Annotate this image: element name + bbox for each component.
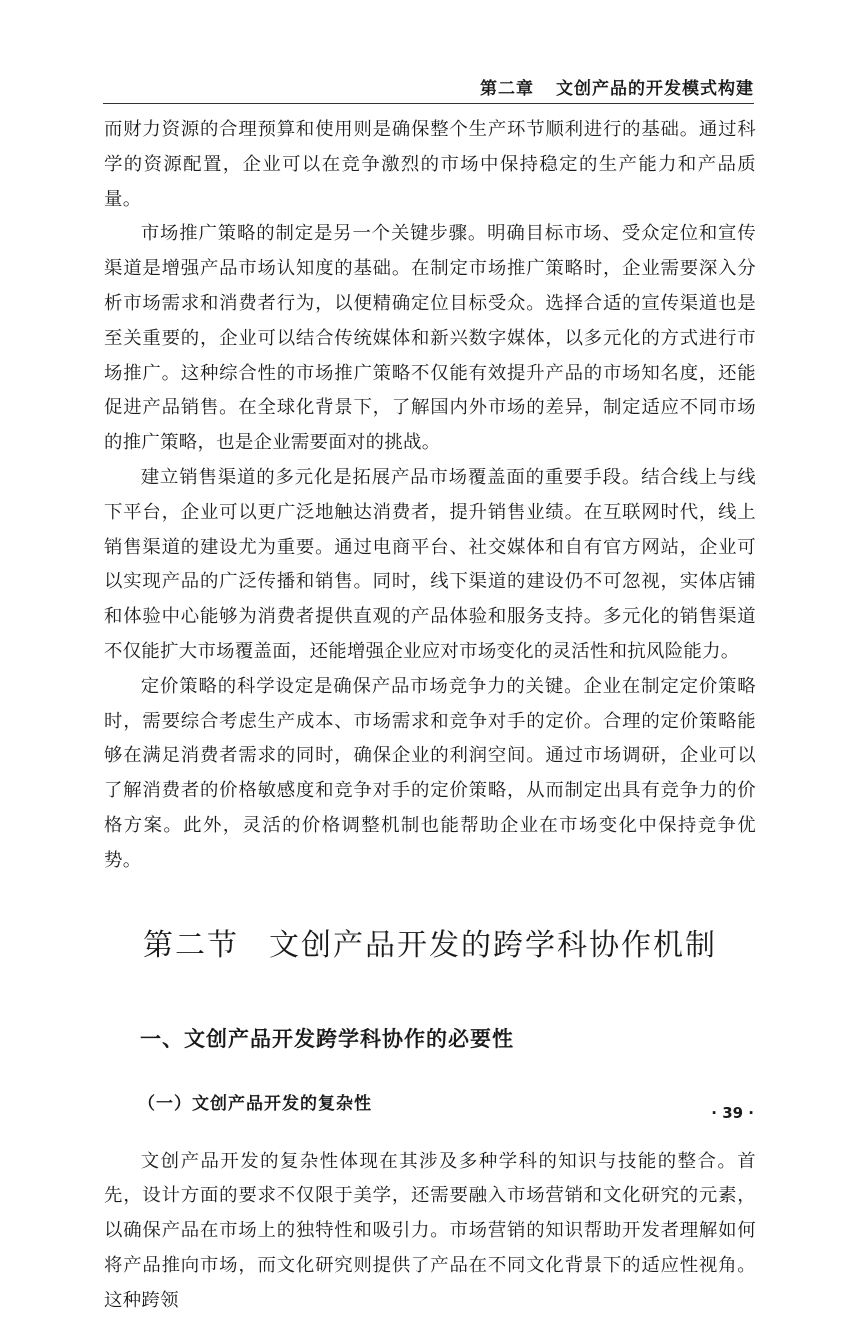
- section-heading: [104, 913, 756, 979]
- chapter-number: 第二章: [480, 79, 534, 99]
- body-paragraph: 而财力资源的合理预算和使用则是确保整个生产环节顺利进行的基础。通过科学的资源配置，企业可以在竞争激烈的市场中保持稳定的生产能力和产品质量。: [104, 119, 756, 210]
- subsection-heading: 一、文创产品开发跨学科协作的必要性: [140, 1026, 514, 1051]
- body-paragraph: 建立销售渠道的多元化是拓展产品市场覆盖面的重要手段。结合线上与线下平台，企业可以更广泛地触达消费者，提升销售业绩。在互联网时代，线上销售渠道的建设尤为重要。通过电商平台、社交媒体和自有官方网站，企业可以实现产品的广泛传播和销售。同时，线下渠道的建设仍不可忽视，实体店铺和体验中心能够为消费者提供直观的产品体验和服务支持。多元化的销售渠道不仅能扩大市场覆盖面，还能增强企业应对市场变化的灵活性和抗风险能力。: [104, 466, 756, 662]
- body-paragraph: 市场推广策略的制定是另一个关键步骤。明确目标市场、受众定位和宣传渠道是增强产品市场认知度的基础。在制定市场推广策略时，企业需要深入分析市场需求和消费者行为，以便精确定位目标受众。选择合适的宣传渠道也是至关重要的，企业可以结合传统媒体和新兴数字媒体，以多元化的方式进行市场推广。这种综合性的市场推广策略不仅能有效提升产品的市场知名度，还能促进产品销售。在全球化背景下，了解国内外市场的差异，制定适应不同市场的推广策略，也是企业需要面对的挑战。: [104, 223, 756, 454]
- header-rule: [103, 103, 754, 104]
- chapter-title: 文创产品的开发模式构建: [556, 79, 754, 99]
- sub-subsection-heading: （一）文创产品开发的复杂性: [138, 1093, 372, 1114]
- page-number: · 39 ·: [711, 1104, 754, 1122]
- body-paragraph: 文创产品开发的复杂性体现在其涉及多种学科的知识与技能的整合。首先，设计方面的要求不仅限于美学，还需要融入市场营销和文化研究的元素，以确保产品在市场上的独特性和吸引力。市场营销的知识帮助开发者理解如何将产品推向市场，而文化研究则提供了产品在不同文化背景下的适应性视角。这种跨领: [104, 1150, 756, 1311]
- section-title: 文创产品开发的跨学科协作机制: [269, 927, 717, 963]
- section-number: 第二节: [143, 927, 239, 963]
- page-body: [104, 113, 756, 1319]
- body-paragraph: 定价策略的科学设定是确保产品市场竞争力的关键。企业在制定定价策略时，需要综合考虑生产成本、市场需求和竞争对手的定价。合理的定价策略能够在满足消费者需求的同时，确保企业的利润空间。通过市场调研，企业可以了解消费者的价格敏感度和竞争对手的定价策略，从而制定出具有竞争力的价格方案。此外，灵活的价格调整机制也能帮助企业在市场变化中保持竞争优势。: [104, 675, 756, 871]
- running-header: [103, 74, 754, 100]
